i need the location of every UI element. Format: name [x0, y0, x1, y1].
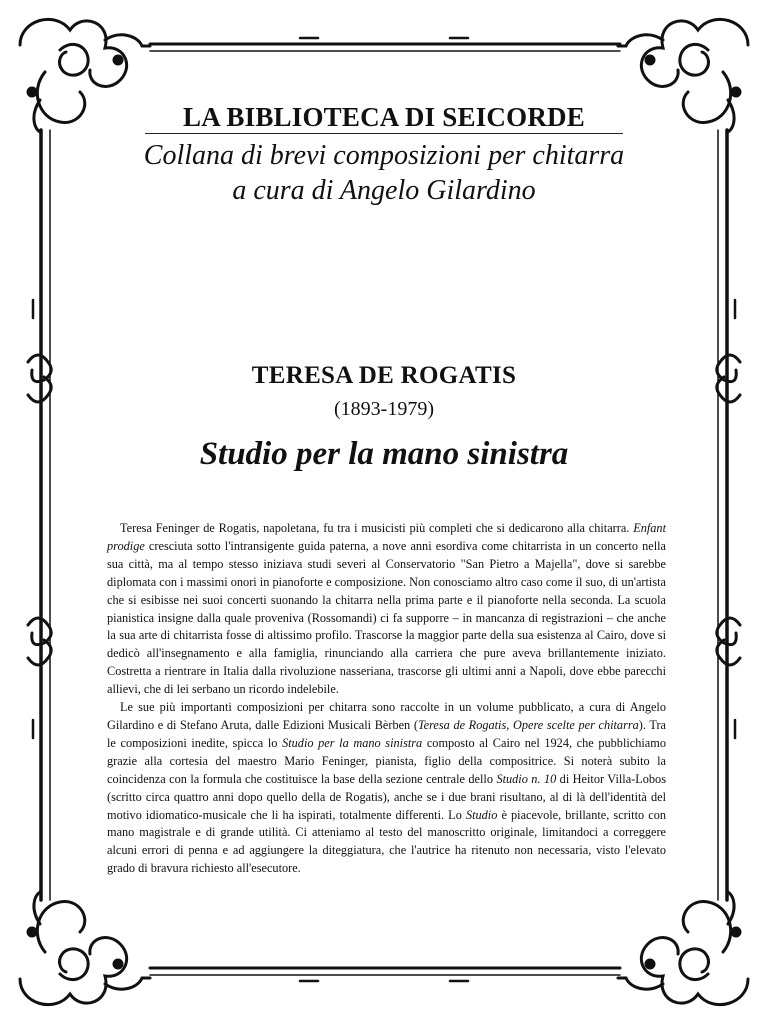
paragraph-2: [107, 699, 666, 878]
text-run: Le sue più importanti composizioni per chitarra sono raccolte in un volume pubblicato, a cura di Angelo Gilardino e di Stefano Aruta, dalle Edizioni Musicali Bèrben (: [107, 700, 666, 732]
composer-dates: (1893-1979): [334, 398, 434, 420]
italic-run: Studio per la mano sinistra: [282, 735, 423, 750]
text-run: di Heitor Villa-Lobos (scritto circa quattro anni dopo quello della de Rogatis), anche se i due brani risultano, al di là dell'identità del motivo idiomatico-musicale che li ha ispirati, totalmente differenti. Lo: [107, 771, 666, 822]
italic-run: Studio: [465, 807, 498, 822]
title-rule: [145, 133, 623, 134]
work-title: Studio per la mano sinistra: [199, 436, 569, 472]
paragraph-1: [107, 520, 666, 699]
text-run: cresciuta sotto l'intransigente guida paterna, a nove anni esordiva come chitarrista in un concerto nella sua città, ma al tempo stesso iniziava studi severi al Conservatorio "San Pietro a Majella", dove si sarebbe diplomata con i massimi onori in pianoforte e composizione. Non conosciamo altro caso come il suo, di un'artista che si esibisse nei suoi concerti suonando la chitarra nella prima parte e il pianoforte nella seconda. La scuola pianistica insigne dalla quale proveniva (Rossomandi) ci fa supporre – in mancanza di registrazioni – che anche la sua arte di chitarrista fosse di altissimo profilo. Trascorse la maggior parte della sua esistenza al Cairo, dove si dedicò all'insegnamento e alla famiglia, rinunciando alla carriera che pure aveva brillantemente iniziato. Costretta a rientrare in Italia dalla rivoluzione nasseriana, trascorse gli ultimi anni a Napoli, dove ebbe parecchi allievi, che di lei serbano un ricordo indelebile.: [107, 538, 666, 697]
text-run: ). Tra le composizioni inedite, spicca lo: [107, 717, 666, 750]
composer-name: TERESA DE ROGATIS: [251, 362, 517, 389]
text-run: Teresa Feninger de Rogatis, napoletana, fu tra i musicisti più completi che si dedicarono alla chitarra.: [120, 521, 634, 535]
italic-run: Studio n. 10: [496, 771, 557, 786]
italic-run: Teresa de Rogatis, Opere scelte per chitarra: [417, 717, 639, 732]
text-run: composto al Cairo nel 1924, che pubblichiamo grazie alla cortesia del maestro Mario Feninger, pianista, figlio della compositrice. Si noterà subito la coincidenza con la formula che costituisce la base della sezione centrale dello: [107, 735, 666, 786]
series-subtitle-line-2: a cura di Angelo Gilardino: [232, 175, 536, 206]
italic-run: Enfant prodige: [107, 521, 666, 553]
series-subtitle-line-1: Collana di brevi composizioni per chitarra: [143, 140, 625, 171]
series-title: LA BIBLIOTECA DI SEICORDE: [183, 102, 585, 132]
introduction-text: [107, 520, 666, 878]
text-run: è piacevole, brillante, scritto con mano magistrale e di grande utilità. Ci atteniamo al testo del manoscritto originale, limitandoci a correggere alcuni errori di penna e ad aggiungere la diteggiatura, che l'autrice ha ritenuto non necessaria, visto l'elevato grado di bravura richiesto all'esecutore.: [107, 807, 666, 876]
